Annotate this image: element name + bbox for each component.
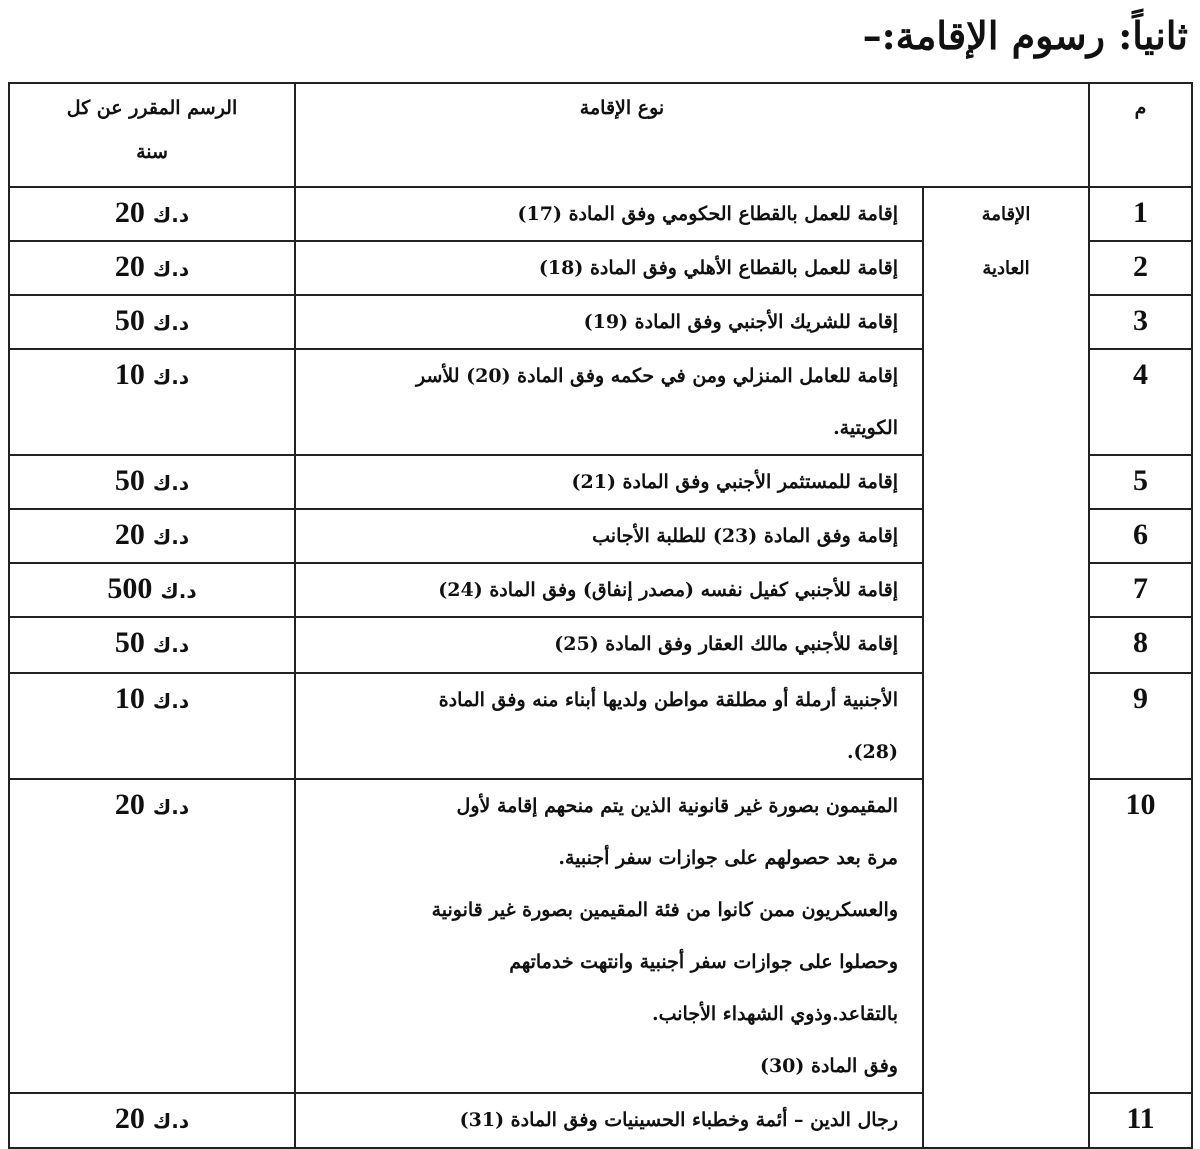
row-index: 3 — [1089, 295, 1192, 349]
description-line: إقامة للعمل بالقطاع الأهلي وفق المادة (18) — [538, 257, 898, 279]
description-line: رجال الدين – أئمة وخطباء الحسينيات وفق المادة (31) — [459, 1109, 898, 1131]
description-line: مرة بعد حصولهم على جوازات سفر أجنبية. — [558, 847, 898, 869]
fee-amount: 20 — [114, 518, 145, 551]
description-line: إقامة وفق المادة (23) للطلبة الأجانب — [592, 525, 898, 547]
table-row — [9, 187, 1192, 241]
description-line: الأجنبية أرملة أو مطلقة مواطن ولديها أبناء منه وفق المادة — [438, 689, 898, 711]
row-index: 1 — [1089, 187, 1192, 241]
fee-currency: د.ك — [152, 1109, 190, 1133]
fee-currency: د.ك — [152, 203, 190, 227]
row-index: 5 — [1089, 455, 1192, 509]
fee-currency: د.ك — [160, 579, 197, 603]
residence-fees-table — [8, 82, 1193, 1149]
fee-currency: د.ك — [152, 795, 190, 819]
fee-currency: د.ك — [152, 525, 190, 549]
fee-amount: 50 — [114, 464, 145, 497]
row-index: 2 — [1089, 241, 1192, 295]
fee-amount: 500 — [107, 572, 153, 605]
row-fee — [9, 509, 295, 563]
fee-amount: 20 — [114, 196, 145, 229]
fee-amount: 50 — [114, 304, 145, 337]
row-index: 11 — [1089, 1093, 1192, 1148]
fee-currency: د.ك — [152, 365, 190, 389]
row-index: 7 — [1089, 563, 1192, 617]
fee-amount: 20 — [114, 788, 145, 821]
category-regular-residence — [923, 187, 1089, 1148]
fee-amount: 10 — [114, 358, 145, 391]
row-index: 10 — [1089, 779, 1192, 1093]
row-description — [295, 1093, 923, 1148]
description-line: إقامة للشريك الأجنبي وفق المادة (19) — [583, 311, 898, 333]
row-index: 4 — [1089, 349, 1192, 455]
description-line: إقامة للعمل بالقطاع الحكومي وفق المادة (17) — [517, 203, 898, 225]
header-annual-fee-line2: سنة — [136, 141, 168, 163]
row-description — [295, 455, 923, 509]
row-fee — [9, 563, 295, 617]
row-description — [295, 617, 923, 673]
row-description — [295, 673, 923, 779]
row-fee — [9, 617, 295, 673]
description-line: والعسكريون ممن كانوا من فئة المقيمين بصورة غير قانونية — [431, 899, 898, 921]
fee-currency: د.ك — [152, 471, 190, 495]
fee-amount: 20 — [114, 250, 145, 283]
description-line: الكويتية. — [833, 417, 898, 439]
header-index: م — [1089, 83, 1192, 187]
row-fee — [9, 673, 295, 779]
fee-amount: 50 — [114, 626, 145, 659]
fee-amount: 20 — [114, 1102, 145, 1135]
header-annual-fee — [9, 83, 295, 187]
row-description — [295, 187, 923, 241]
row-description — [295, 509, 923, 563]
row-description — [295, 241, 923, 295]
row-index: 6 — [1089, 509, 1192, 563]
row-description — [295, 779, 923, 1093]
row-description — [295, 349, 923, 455]
row-fee — [9, 295, 295, 349]
row-description — [295, 563, 923, 617]
row-description — [295, 295, 923, 349]
row-fee — [9, 187, 295, 241]
fee-currency: د.ك — [152, 311, 190, 335]
fee-amount: 10 — [114, 682, 145, 715]
header-annual-fee-line1: الرسم المقرر عن كل — [66, 97, 238, 119]
row-fee — [9, 1093, 295, 1148]
description-line: وحصلوا على جوازات سفر أجنبية وانتهت خدماتهم — [509, 951, 898, 973]
header-residence-type-label: نوع الإقامة — [579, 97, 665, 119]
description-line: إقامة للعامل المنزلي ومن في حكمه وفق المادة (20) للأسر — [415, 365, 898, 387]
table-header-row — [9, 83, 1192, 187]
description-line: إقامة للمستثمر الأجنبي وفق المادة (21) — [571, 471, 898, 493]
row-fee — [9, 779, 295, 1093]
category-line2: العادية — [982, 258, 1030, 279]
row-fee — [9, 455, 295, 509]
fee-currency: د.ك — [152, 633, 190, 657]
description-line: إقامة للأجنبي كفيل نفسه (مصدر إنفاق) وفق المادة (24) — [438, 579, 898, 601]
description-line: إقامة للأجنبي مالك العقار وفق المادة (25) — [554, 633, 898, 655]
category-line1: الإقامة — [981, 204, 1031, 225]
description-line: بالتقاعد.وذوي الشهداء الأجانب. — [651, 1003, 898, 1025]
fee-currency: د.ك — [152, 689, 190, 713]
row-fee — [9, 241, 295, 295]
description-line: وفق المادة (30) — [759, 1055, 898, 1077]
description-line: المقيمون بصورة غير قانونية الذين يتم منحهم إقامة لأول — [456, 795, 898, 817]
row-index: 9 — [1089, 673, 1192, 779]
row-fee — [9, 349, 295, 455]
fee-currency: د.ك — [152, 257, 190, 281]
description-line: (28). — [846, 741, 898, 763]
header-residence-type — [295, 83, 1089, 187]
page-title: ثانياً: رسوم الإقامة:– — [862, 13, 1188, 58]
row-index: 8 — [1089, 617, 1192, 673]
